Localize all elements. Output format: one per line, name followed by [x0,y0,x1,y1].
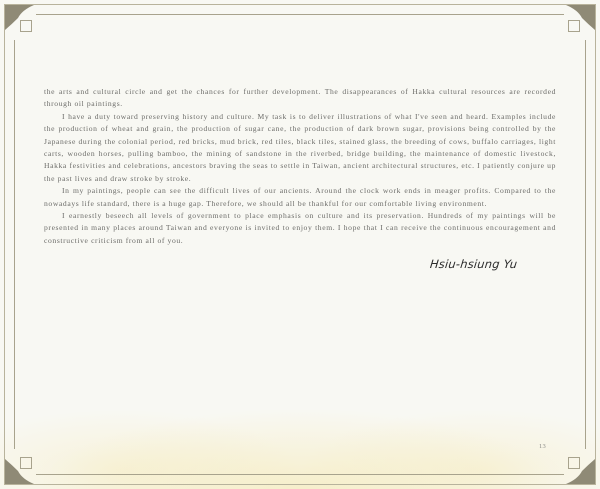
paragraph-2: I have a duty toward preserving history and culture. My task is to deliver illustrations of what I've seen and heard. Examples include the production of wheat and grain, the production of sugar cane, the production of dark brown sugar, provisions being controlled by the Japanese during the colonial period, red bricks, mud brick, red tiles, black tiles, stained glass, the breeding of cows, buffalo carriages, light carts, wooden horses, pulling bamboo, the mining of sandstone in the riverbed, bridge building, the maintenance of domestic livestock, Hakka festivities and celebrations, ancestors braving the seas to settle in Taiwan, ancient architectural structures, etc. I patiently conjure up the past lives and draw stroke by stroke. [44,111,556,183]
body-text [44,86,556,247]
paragraph-4: I earnestly beseech all levels of government to place emphasis on culture and its preservation. Hundreds of my paintings will be presented in many places around Taiwan and everyone is invited to enjoy them. I hope that I can receive the continuous encouragement and constructive criticism from all of you. [44,211,556,245]
paragraph-1: the arts and cultural circle and get the chances for further development. The disappearances of Hakka cultural resources are recorded through oil paintings. [44,87,556,109]
author-signature: Hsiu-hsiung Yu [429,257,519,271]
corner-ornament-top-left [5,5,34,32]
corner-ornament-bottom-left [5,458,34,485]
paragraph-3: In my paintings, people can see the difficult lives of our ancients. Around the clock work ends in meager profits. Compared to the nowadays life standard, there is a huge gap. Therefore, we should all be thankful for our comfortable living environment. [44,186,556,208]
corner-ornament-bottom-right [566,458,595,485]
corner-ornament-top-right [566,5,595,32]
page-number: 13 [539,443,547,450]
